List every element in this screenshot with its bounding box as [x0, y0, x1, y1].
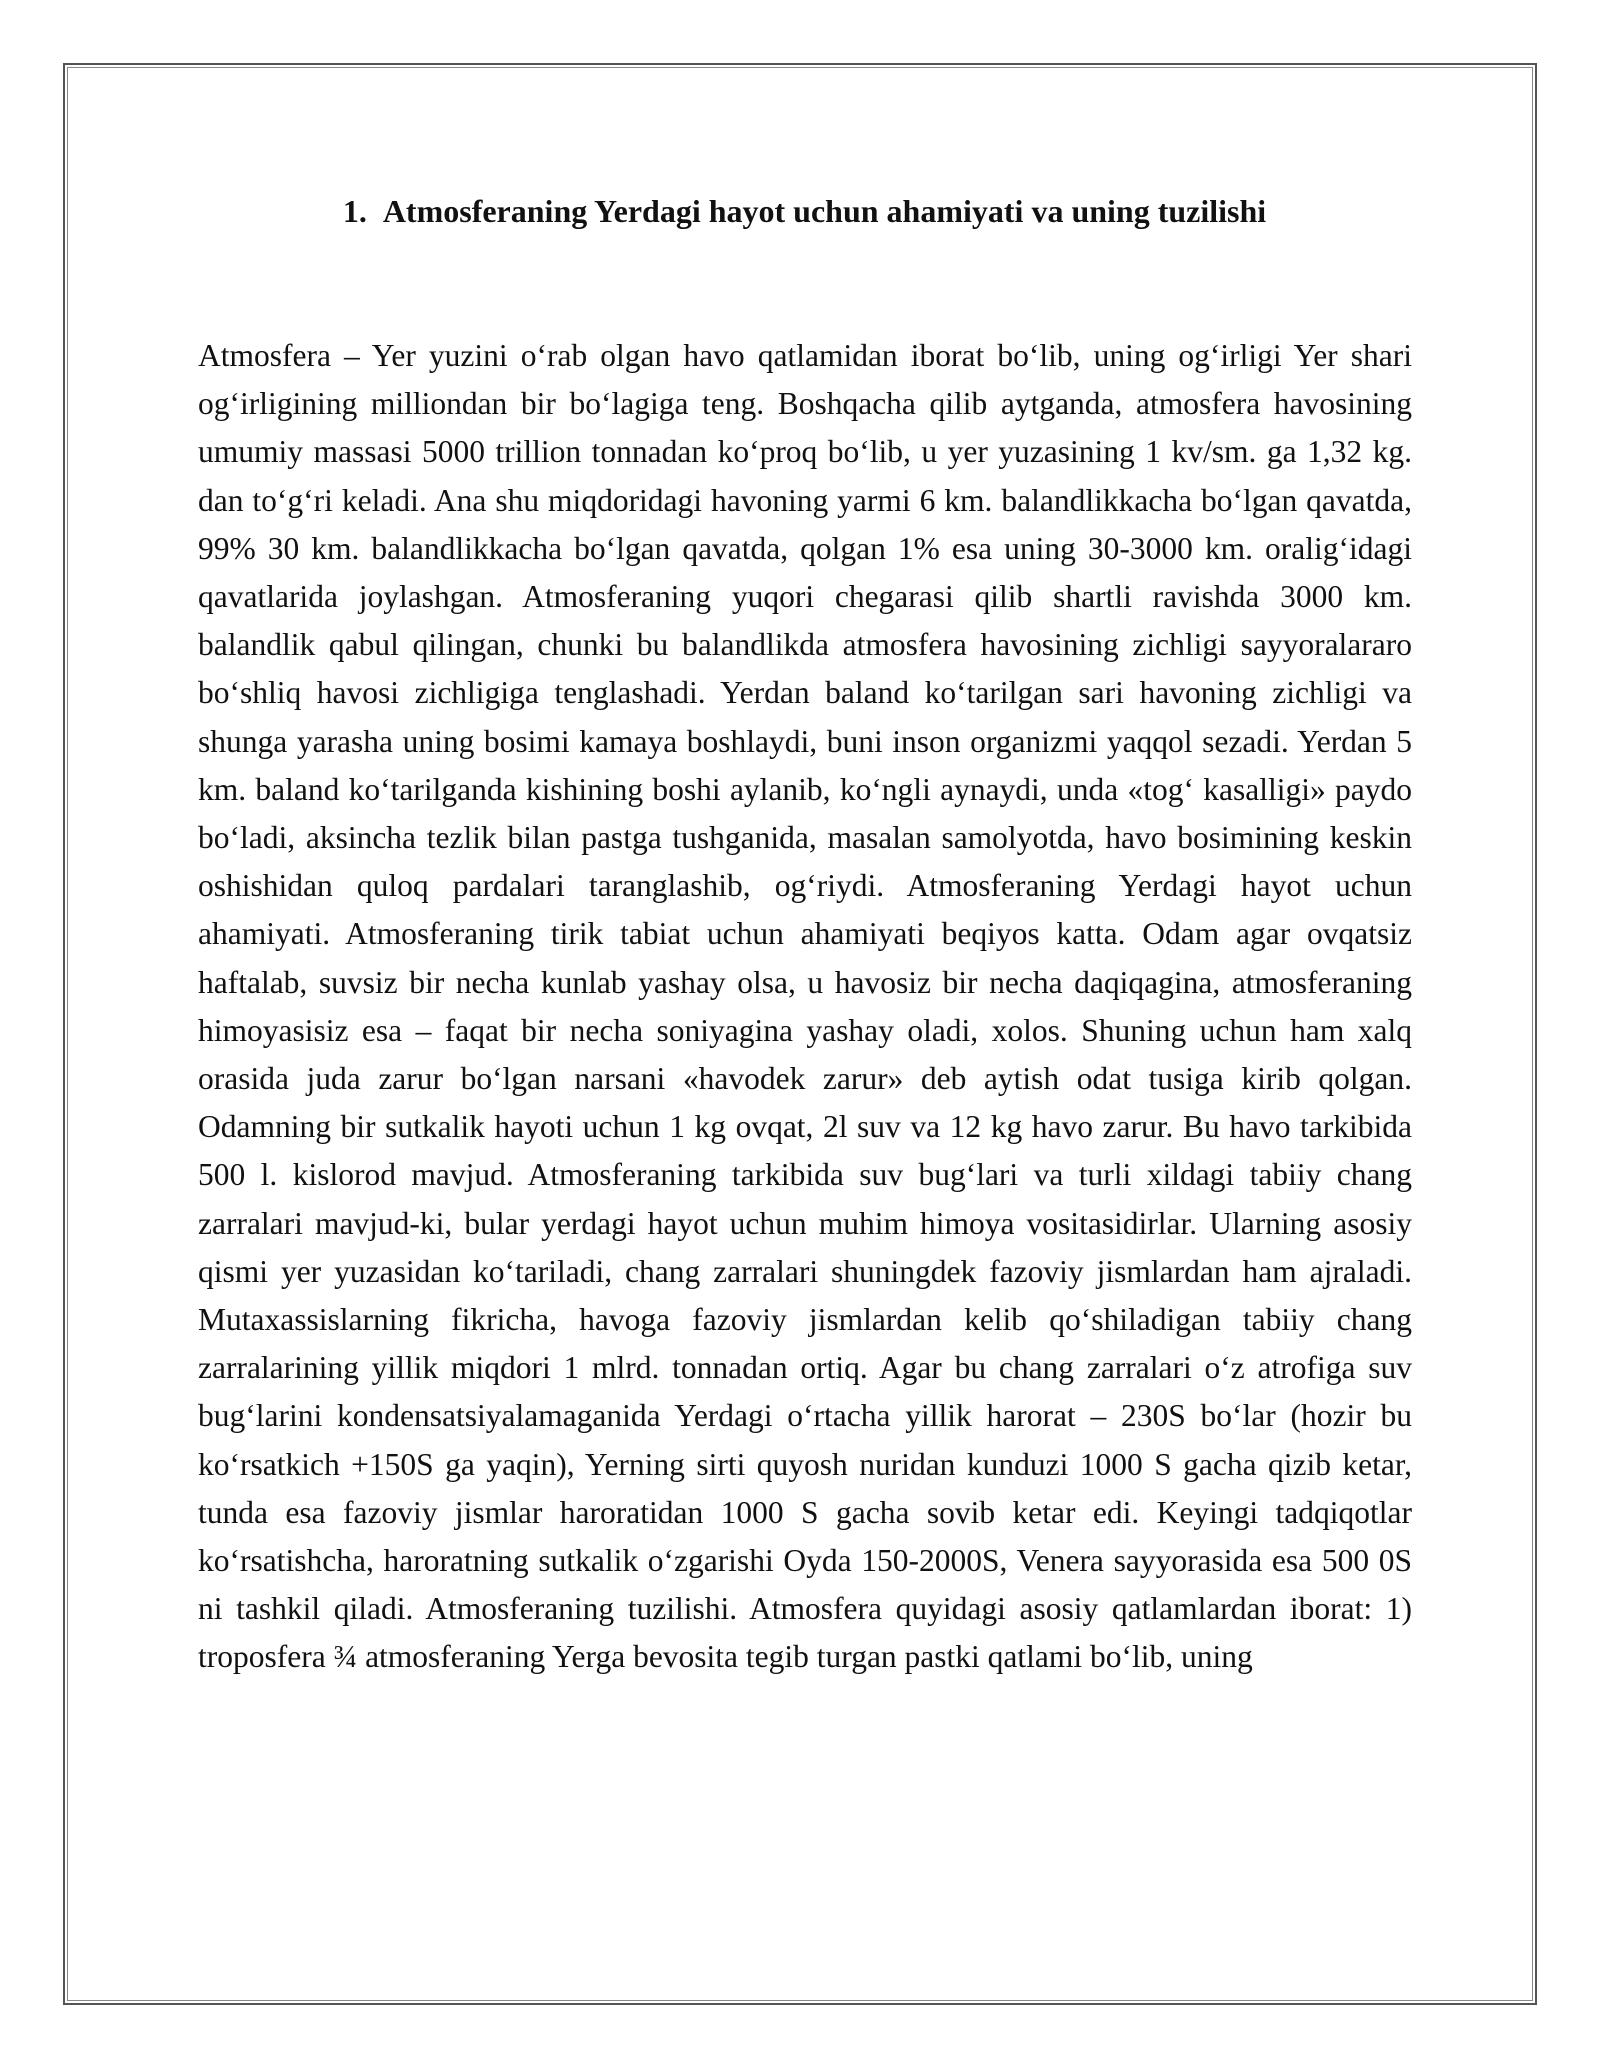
- section-title: Atmosferaning Yerdagi hayot uchun ahamiyati va uning tuzilishi: [382, 193, 1267, 229]
- body-paragraph: Atmosfera – Yer yuzini oʻrab olgan havo qatlamidan iborat boʻlib, uning ogʻirligi Yer shari ogʻirligining milliondan bir boʻlagiga teng. Boshqacha qilib aytganda, atmosfera havosining umumiy massasi 5000 trillion tonnadan koʻproq boʻlib, u yer yuzasining 1 kv/sm. ga 1,32 kg. dan toʻgʻri keladi. Ana shu miqdoridagi havoning yarmi 6 km. balandlikkacha boʻlgan qavatda, 99% 30 km. balandlikkacha boʻlgan qavatda, qolgan 1% esa uning 30-3000 km. oraligʻidagi qavatlarida joylashgan. Atmosferaning yuqori chegarasi qilib shartli ravishda 3000 km. balandlik qabul qilingan, chunki bu balandlikda atmosfera havosining zichligi sayyoralararo boʻshliq havosi zichligiga tenglashadi. Yerdan baland koʻtarilgan sari havoning zichligi va shunga yarasha uning bosimi kamaya boshlaydi, buni inson organizmi yaqqol sezadi. Yerdan 5 km. baland koʻtarilganda kishining boshi aylanib, koʻngli aynaydi, unda «togʻ kasalligi» paydo boʻladi, aksincha tezlik bilan pastga tushganida, masalan samolyotda, havo bosimining keskin oshishidan quloq pardalari taranglashib, ogʻriydi. Atmosferaning Yerdagi hayot uchun ahamiyati. Atmosferaning tirik tabiat uchun ahamiyati beqiyos katta. Odam agar ovqatsiz haftalab, suvsiz bir necha kunlab yashay olsa, u havosiz bir necha daqiqagina, atmosferaning himoyasisiz esa – faqat bir necha soniyagina yashay oladi, xolos. Shuning uchun ham xalq orasida juda zarur boʻlgan narsani «havodek zarur» deb aytish odat tusiga kirib qolgan. Odamning bir sutkalik hayoti uchun 1 kg ovqat, 2l suv va 12 kg havo zarur. Bu havo tarkibida 500 l. kislorod mavjud. Atmosferaning tarkibida suv bugʻlari va turli xildagi tabiiy chang zarralari mavjud-ki, bular yerdagi hayot uchun muhim himoya vositasidirlar. Ularning asosiy qismi yer yuzasidan koʻtariladi, chang zarralari shuningdek fazoviy jismlardan ham ajraladi. Mutaxassislarning fikricha, havoga fazoviy jismlardan kelib qoʻshiladigan tabiiy chang zarralarining yillik miqdori 1 mlrd. tonnadan ortiq. Agar bu chang zarralari oʻz atrofiga suv bugʻlarini kondensatsiyalamaganida Yerdagi oʻrtacha yillik harorat – 230S boʻlar (hozir bu koʻrsatkich +150S ga yaqin), Yerning sirti quyosh nuridan kunduzi 1000 S gacha qizib ketar, tunda esa fazoviy jismlar haroratidan 1000 S gacha sovib ketar edi. Keyingi tadqiqotlar koʻrsatishcha, haroratning sutkalik oʻzgarishi Oyda 150-2000S, Venera sayyorasida esa 500 0S ni tashkil qiladi. Atmosferaning tuzilishi. Atmosfera quyidagi asosiy qatlamlardan iborat: 1) troposfera ¾ atmosferaning Yerga bevosita tegib turgan pastki qatlami boʻlib, uning: [198, 338, 1412, 1675]
- section-number: 1.: [342, 193, 367, 229]
- section-heading: [198, 188, 1411, 234]
